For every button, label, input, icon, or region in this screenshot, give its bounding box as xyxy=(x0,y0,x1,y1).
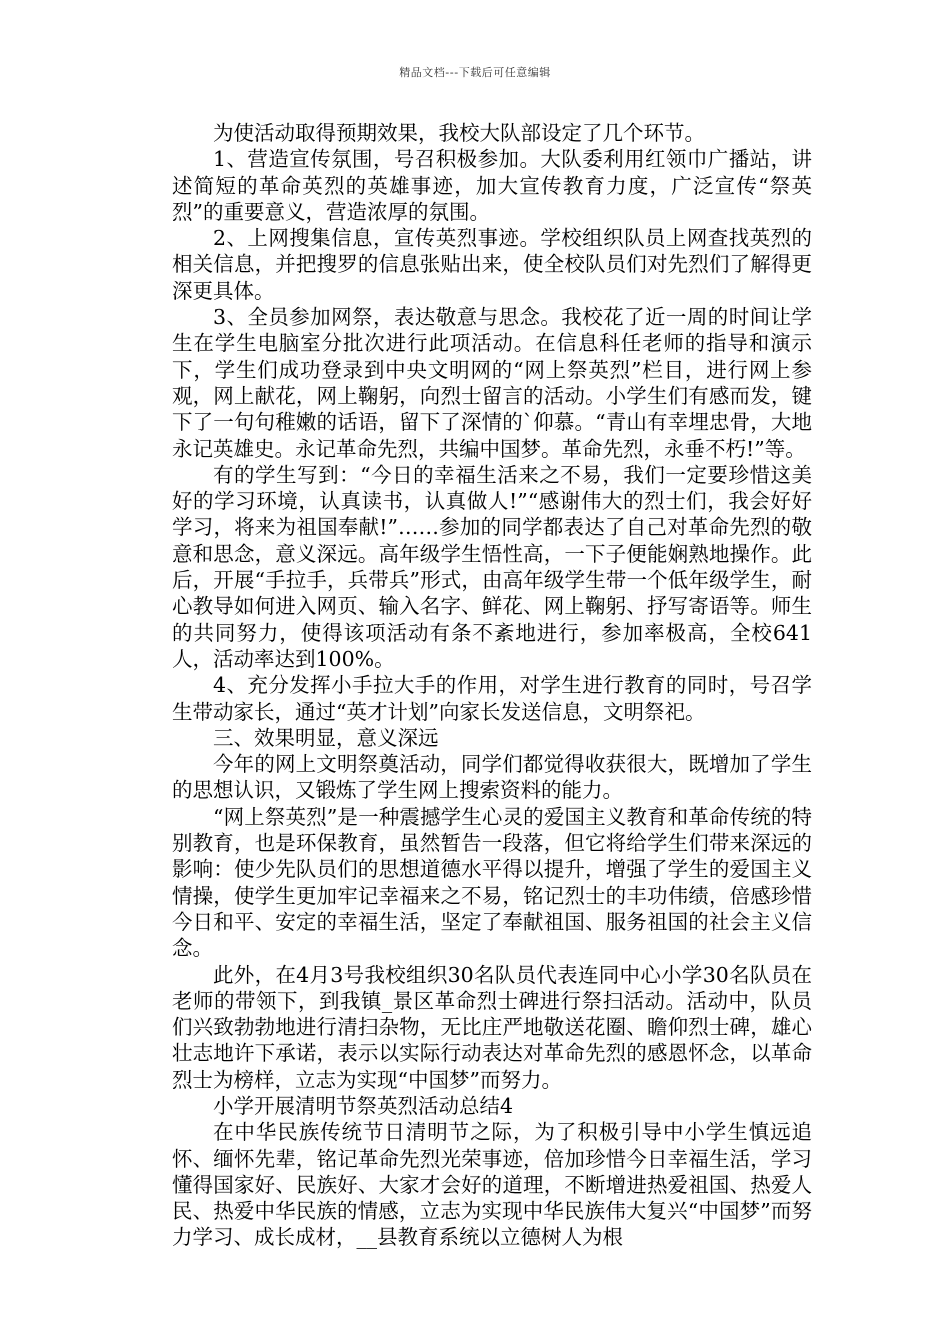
paragraph-student-quotes: 有的学生写到：“今日的幸福生活来之不易，我们一定要珍惜这美好的学习环境，认真读书，认真做人!”“感谢伟大的烈士们，我会好好学习，将来为祖国奉献!”……参加的同学都表达了自己对革命先烈的敬意和思念，意义深远。高年级学生悟性高，一下子便能娴熟地操作。此后，开展“手拉手，兵带兵”形式，由高年级学生带一个低年级学生，耐心教导如何进入网页、输入名字、鲜花、网上鞠躬、抒写寄语等。师生的共同努力，使得该项活动有条不紊地进行，参加率极高，全校641人，活动率达到100%。 xyxy=(172,462,812,671)
section-heading-summary-4: 小学开展清明节祭英烈活动总结4 xyxy=(213,1093,514,1118)
paragraph-step-3: 3、全员参加网祭，表达敬意与思念。我校花了近一周的时间让学生在学生电脑室分批次进行此项活动。在信息科任老师的指导和演示下，学生们成功登录到中央文明网的“网上祭英烈”栏目，进行网上参观，网上献花，网上鞠躬，向烈士留言的活动。小学生们有感而发，键下了一句句稚嫩的话语，留下了深情的`仰慕。“青山有幸埋忠骨，大地永记英雄史。永记革命先烈，共编中国梦。革命先烈，永垂不朽!”等。 xyxy=(172,305,812,461)
paragraph-step-2: 2、上网搜集信息，宣传英烈事迹。学校组织队员上网查找英烈的相关信息，并把搜罗的信息张贴出来，使全校队员们对先烈们了解得更深更具体。 xyxy=(172,226,812,303)
section-heading-effects: 三、效果明显，意义深远 xyxy=(213,725,439,750)
paragraph-intro: 为使活动取得预期效果，我校大队部设定了几个环节。 xyxy=(213,121,705,145)
paragraph-step-4: 4、充分发挥小手拉大手的作用，对学生进行教育的同时，号召学生带动家长，通过“英才计划”向家长发送信息，文明祭祀。 xyxy=(172,673,812,724)
paragraph-effects-2: “网上祭英烈”是一种震撼学生心灵的爱国主义教育和革命传统的特别教育，也是环保教育，虽然暂告一段落，但它将给学生们带来深远的影响：使少先队员们的思想道德水平得以提升，增强了学生的爱国主义情操，使学生更加牢记幸福来之不易，铭记烈士的丰功伟绩，倍感珍惜今日和平、安定的幸福生活，坚定了奉献祖国、服务祖国的社会主义信念。 xyxy=(172,804,812,961)
paragraph-memorial-visit: 此外，在4月3号我校组织30名队员代表连同中心小学30名队员在老师的带领下，到我镇_景区革命烈士碑进行祭扫活动。活动中，队员们兴致勃勃地进行清扫杂物，无比庄严地敬送花圈、瞻仰烈士碑，雄心壮志地许下承诺，表示以实际行动表达对革命先烈的感恩怀念，以革命烈士为榜样，立志为实现“中国梦”而努力。 xyxy=(172,962,812,1092)
page-header: 精品文档---下载后可任意编辑 xyxy=(399,66,551,79)
paragraph-summary-4-intro: 在中华民族传统节日清明节之际，为了积极引导中小学生慎远追怀、缅怀先辈，铭记革命先烈光荣事迹，倍加珍惜今日幸福生活，学习懂得国家好、民族好、大家才会好的道理，不断增进热爱祖国、热爱人民、热爱中华民族的情感，立志为实现中华民族伟大复兴“中国梦”而努力学习、成长成材，__县教育系统以立德树人为根 xyxy=(172,1120,812,1250)
paragraph-step-1: 1、营造宣传氛围，号召积极参加。大队委利用红领巾广播站，讲述简短的革命英烈的英雄事迹，加大宣传教育力度，广泛宣传“祭英烈”的重要意义，营造浓厚的氛围。 xyxy=(172,147,812,224)
paragraph-effects-1: 今年的网上文明祭奠活动，同学们都觉得收获很大，既增加了学生的思想认识，又锻炼了学生网上搜索资料的能力。 xyxy=(172,752,812,803)
document-body xyxy=(172,120,812,1251)
